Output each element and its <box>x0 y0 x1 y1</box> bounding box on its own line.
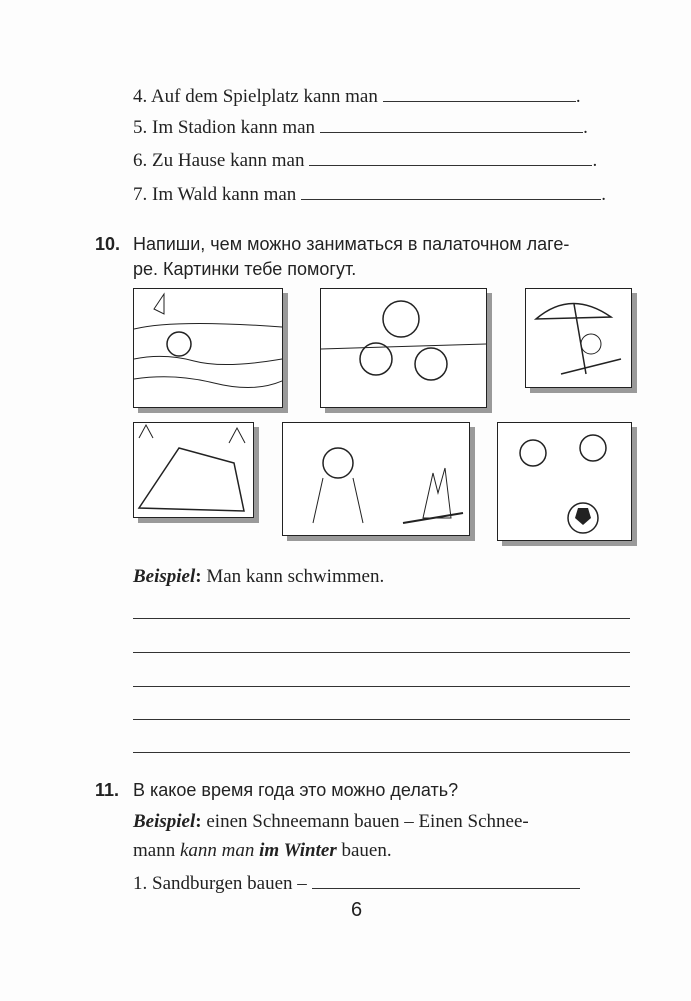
exercise-instruction: В какое время года это можно делать? <box>133 780 459 800</box>
item-end: . <box>592 150 598 171</box>
picture-campfire <box>282 422 470 536</box>
example-bold: im Winter <box>254 840 337 861</box>
picture-sunbathing <box>525 288 632 388</box>
item-end: . <box>575 86 581 107</box>
example-sentence <box>133 840 392 862</box>
example-label: Beispiel <box>133 811 196 832</box>
colon: : <box>195 811 202 832</box>
example-text: bauen. <box>336 840 392 861</box>
example-text: einen Schneemann bauen – Einen Schnee- <box>201 811 529 832</box>
example-sentence <box>133 566 384 588</box>
picture-swimming <box>133 288 283 408</box>
example-text: Man kann schwimmen. <box>201 566 385 587</box>
exercise-instruction: ре. Картинки тебе помогут. <box>133 259 357 279</box>
answer-line[interactable] <box>383 100 576 102</box>
exercise-item <box>133 117 588 139</box>
answer-line[interactable] <box>133 652 630 653</box>
answer-line[interactable] <box>133 686 630 687</box>
item-end: . <box>601 184 607 205</box>
exercise-number: 11. <box>95 780 120 800</box>
item-text: 5. Im Stadion kann man <box>133 117 316 138</box>
picture-playing-ball <box>320 288 487 408</box>
picture-football <box>497 422 632 541</box>
example-sentence <box>133 811 529 833</box>
example-label: Beispiel <box>133 566 196 587</box>
picture-tent <box>133 422 254 518</box>
exercise-number: 10. <box>95 234 121 254</box>
item-text: 4. Auf dem Spielplatz kann man <box>133 86 378 107</box>
exercise-item <box>133 873 580 895</box>
answer-line[interactable] <box>312 887 580 889</box>
answer-line[interactable] <box>133 719 630 720</box>
example-italic: kann man <box>179 840 255 861</box>
page-number: 6 <box>351 899 363 921</box>
answer-line[interactable] <box>320 131 583 133</box>
item-text: 6. Zu Hause kann man <box>133 150 305 171</box>
item-text: 7. Im Wald kann man <box>133 184 297 205</box>
colon: : <box>195 566 202 587</box>
item-end: . <box>583 117 588 138</box>
example-text: mann <box>133 840 180 861</box>
answer-line[interactable] <box>133 618 630 619</box>
item-text: 1. Sandburgen bauen – <box>133 873 307 894</box>
exercise-instruction: Напиши, чем можно заниматься в палаточном лаге- <box>133 234 570 254</box>
exercise-item <box>133 86 581 108</box>
answer-line[interactable] <box>301 198 601 200</box>
exercise-item <box>133 150 597 172</box>
answer-line[interactable] <box>309 164 592 166</box>
answer-line[interactable] <box>133 752 630 753</box>
exercise-item <box>133 184 606 206</box>
